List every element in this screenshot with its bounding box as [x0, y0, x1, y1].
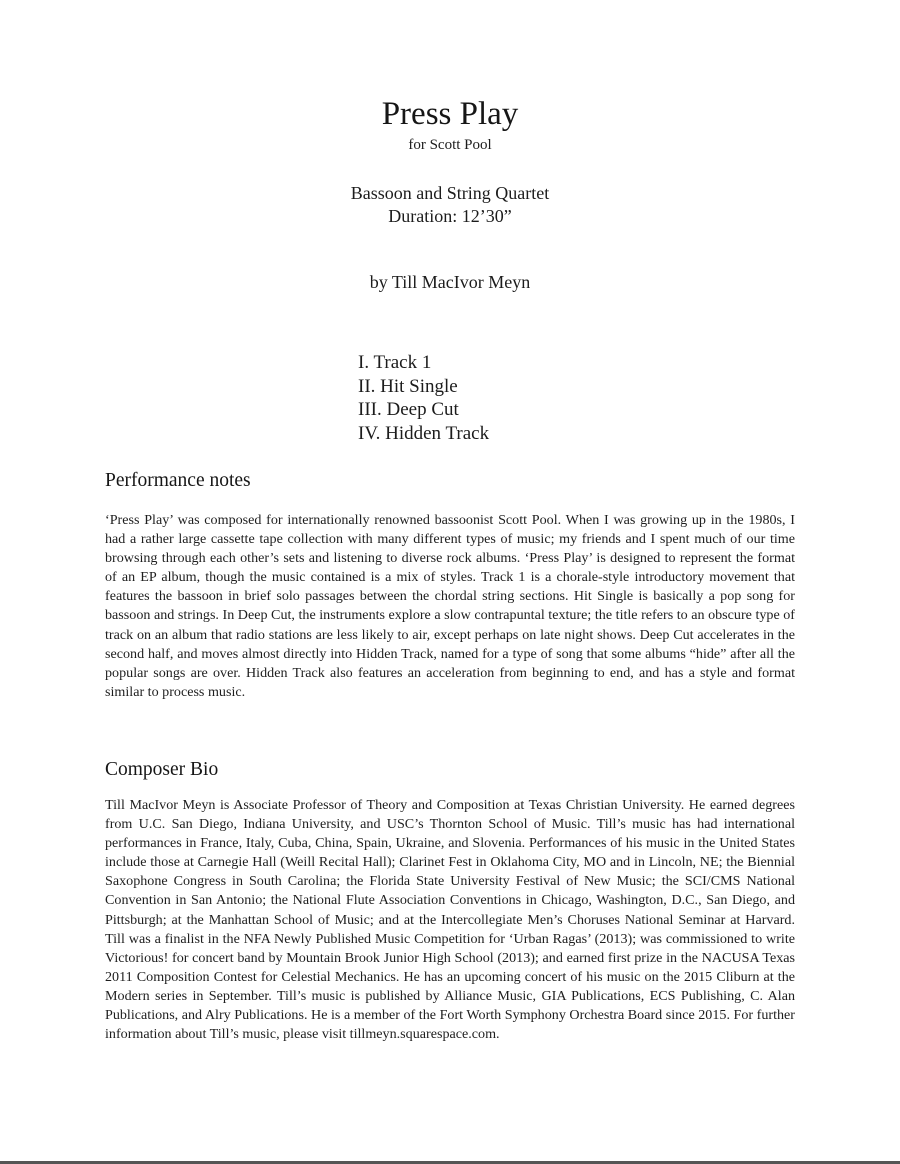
movement-item: I. Track 1 — [358, 352, 432, 373]
composer-bio-heading: Composer Bio — [105, 759, 219, 780]
movement-item: II. Hit Single — [358, 375, 458, 397]
composer-credit: by Till MacIvor Meyn — [369, 272, 531, 292]
composer-bio-text: Till MacIvor Meyn is Associate Professor of Theory and Composition at Texas Christian University. He earned degrees from U.C. San Diego, Indiana University, and USC’s Thornton School of Music. Till’s music has had international performances in France, Italy, Cuba, China, Spain, Ukraine, and Slovenia. Performances of his music in the United States include those at Carnegie Hall (Weill Recital Hall); Clarinet Fest in Oklahoma City, MO and in Lincoln, NE; the Biennial Saxophone Congress in South Carolina; the Florida State University Festival of New Music; the SCI/CMS National Convention in San Antonio; the National Flute Association Conventions in Chicago, Washington, D.C., San Diego, and Pittsburgh; at the Manhattan School of Music; and at the Intercollegiate Men’s Choruses National Seminar at Harvard. Till was a finalist in the NFA Newly Published Music Competition for ‘Urban Ragas’ (2013); was commissioned to write Victorious! for concert band by Mountain Brook Junior High School (2013); and earned first prize in the NACUSA Texas 2011 Composition Contest for Celestial Mechanics. He has an upcoming concert of his music on the 2015 Cliburn at the Modern series in September. Till’s music is published by Alliance Music, GIA Publications, ECS Publishing, C. Alan Publications, and Alry Publications. He is a member of the Fort Worth Symphony Orchestra Board since 2015. For further information about Till’s music, please visit tillmeyn.squarespace.com. — [105, 797, 795, 1043]
duration: Duration: 12’30” — [388, 206, 512, 226]
performance-notes-heading: Performance notes — [105, 470, 251, 491]
title-block — [0, 93, 900, 294]
page-title: Press Play — [381, 96, 519, 132]
movement-list — [358, 351, 489, 446]
movement-item: IV. Hidden Track — [358, 423, 490, 445]
performance-notes-text: ‘Press Play’ was composed for internationally renowned bassoonist Scott Pool. When I was growing up in the 1980s, I had a rather large cassette tape collection with many different types of music; my friends and I spent much of our time browsing through each other’s sets and listening to diverse rock albums. ‘Press Play’ is designed to represent the format of an EP album, though the music contained is a mix of styles. Track 1 is a chorale-style introductory movement that features the bassoon in brief solo passages between the chordal string sections. Hit Single is basically a pop song for bassoon and strings. In Deep Cut, the instruments explore a slow contrapuntal texture; the title refers to an obscure type of track on an album that radio stations are less likely to air, except perhaps on late night shows. Deep Cut accelerates in the second half, and moves almost directly into Hidden Track, named for a type of song that some albums “hide” after all the popular songs are over. Hidden Track also features an acceleration from beginning to end, and has a style and format similar to process music. — [105, 512, 795, 700]
instrumentation: Bassoon and String Quartet — [350, 183, 550, 203]
movement-item: III. Deep Cut — [358, 399, 459, 421]
dedication: for Scott Pool — [408, 137, 492, 153]
